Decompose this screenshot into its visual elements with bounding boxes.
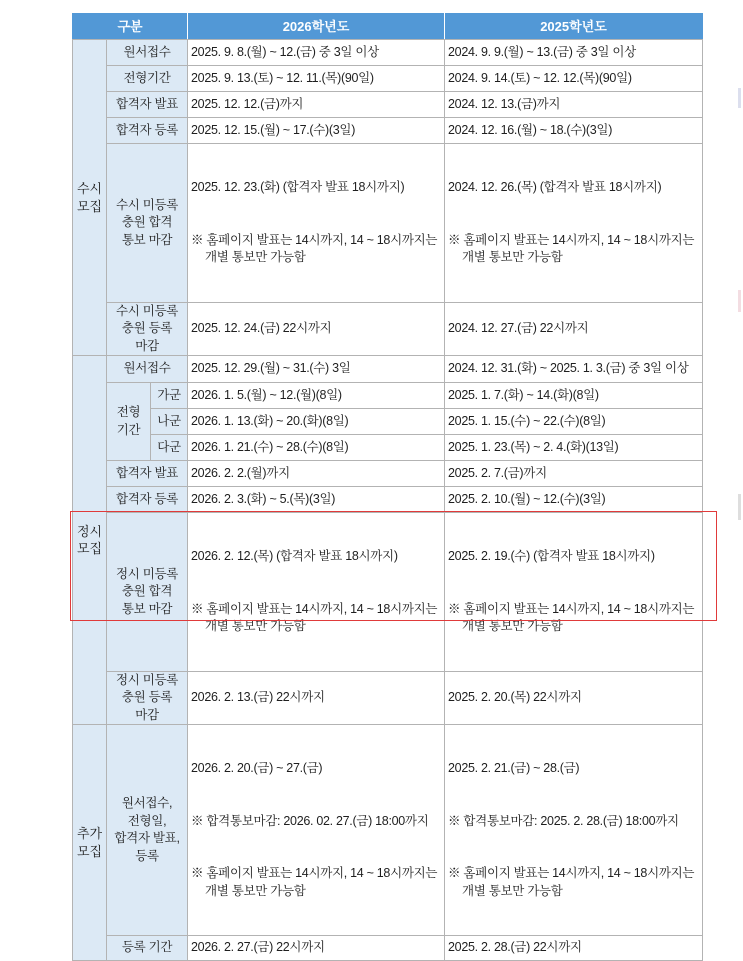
value-note: ※ 합격통보마감: 2025. 2. 28.(금) 18:00까지 — [448, 813, 679, 828]
value-2025: 2025. 2. 7.(금)까지 — [445, 461, 703, 487]
item-label: 수시 미등록 충원 등록 마감 — [107, 302, 188, 356]
value-note: ※ 홈페이지 발표는 14시까지, 14 ~ 18시까지는 개별 통보만 가능함 — [191, 866, 438, 898]
value-2025: 2024. 12. 31.(화) ~ 2025. 1. 3.(금) 중 3일 이상 — [445, 356, 703, 383]
value-main: 2026. 2. 12.(목) (합격자 발표 18시까지) — [191, 549, 398, 563]
value-2026: 2026. 1. 5.(월) ~ 12.(월)(8일) — [188, 383, 445, 409]
page-edge-mark — [738, 290, 741, 312]
item-label: 원서접수, 전형일, 합격자 발표, 등록 — [107, 725, 188, 936]
page-edge-mark — [738, 494, 741, 520]
value-2025: 2025. 1. 23.(목) ~ 2. 4.(화)(13일) — [445, 435, 703, 461]
value-2025: 2025. 2. 20.(목) 22시까지 — [445, 671, 703, 725]
sub-item-label: 나군 — [151, 409, 188, 435]
value-note: ※ 홈페이지 발표는 14시까지, 14 ~ 18시까지는 개별 통보만 가능함 — [191, 601, 438, 633]
value-note: ※ 합격통보마감: 2026. 02. 27.(금) 18:00까지 — [191, 813, 429, 828]
value-2025: 2024. 9. 9.(월) ~ 13.(금) 중 3일 이상 — [445, 40, 703, 66]
value-2026 — [188, 725, 445, 936]
item-label: 전형기간 — [107, 66, 188, 92]
table-row — [73, 409, 703, 435]
value-2026: 2026. 2. 2.(월)까지 — [188, 461, 445, 487]
item-label: 합격자 등록 — [107, 118, 188, 144]
table-row — [73, 144, 703, 303]
value-main: 2026. 2. 20.(금) ~ 27.(금) — [191, 761, 323, 775]
header-year-2025: 2025학년도 — [445, 14, 703, 40]
value-2025: 2024. 12. 27.(금) 22시까지 — [445, 302, 703, 356]
value-2025: 2024. 12. 13.(금)까지 — [445, 92, 703, 118]
value-main: 2025. 12. 23.(화) (합격자 발표 18시까지) — [191, 180, 405, 194]
item-label: 수시 미등록 충원 합격 통보 마감 — [107, 144, 188, 303]
item-label: 등록 기간 — [107, 936, 188, 961]
value-2025: 2025. 1. 15.(수) ~ 22.(수)(8일) — [445, 409, 703, 435]
value-2026 — [188, 144, 445, 303]
item-label: 정시 미등록 충원 등록 마감 — [107, 671, 188, 725]
table-row — [73, 302, 703, 356]
value-note: ※ 홈페이지 발표는 14시까지, 14 ~ 18시까지는 개별 통보만 가능함 — [448, 866, 695, 898]
value-main: 2024. 12. 26.(목) (합격자 발표 18시까지) — [448, 180, 662, 194]
value-2026: 2026. 2. 27.(금) 22시까지 — [188, 936, 445, 961]
value-2025: 2025. 2. 28.(금) 22시까지 — [445, 936, 703, 961]
item-label: 원서접수 — [107, 356, 188, 383]
value-2026: 2025. 12. 12.(금)까지 — [188, 92, 445, 118]
value-2026: 2025. 12. 24.(금) 22시까지 — [188, 302, 445, 356]
value-2026 — [188, 513, 445, 672]
value-2026: 2026. 1. 13.(화) ~ 20.(화)(8일) — [188, 409, 445, 435]
sub-item-label: 가군 — [151, 383, 188, 409]
group-label-susi: 수시 모집 — [73, 40, 107, 356]
value-2025: 2025. 2. 10.(월) ~ 12.(수)(3일) — [445, 487, 703, 513]
table-row — [73, 936, 703, 961]
value-2026: 2026. 1. 21.(수) ~ 28.(수)(8일) — [188, 435, 445, 461]
table-row — [73, 725, 703, 936]
value-2025 — [445, 513, 703, 672]
value-main: 2025. 2. 19.(수) (합격자 발표 18시까지) — [448, 549, 655, 563]
table-row — [73, 383, 703, 409]
table-row — [73, 461, 703, 487]
item-label: 합격자 발표 — [107, 92, 188, 118]
sub-item-label: 다군 — [151, 435, 188, 461]
item-label: 합격자 발표 — [107, 461, 188, 487]
table-row — [73, 118, 703, 144]
value-note: ※ 홈페이지 발표는 14시까지, 14 ~ 18시까지는 개별 통보만 가능함 — [448, 232, 695, 264]
table-row — [73, 40, 703, 66]
table-row — [73, 671, 703, 725]
value-note: ※ 홈페이지 발표는 14시까지, 14 ~ 18시까지는 개별 통보만 가능함 — [191, 232, 438, 264]
table-row — [73, 487, 703, 513]
value-2026: 2026. 2. 13.(금) 22시까지 — [188, 671, 445, 725]
value-2026: 2025. 12. 29.(월) ~ 31.(수) 3일 — [188, 356, 445, 383]
value-main: 2025. 2. 21.(금) ~ 28.(금) — [448, 761, 580, 775]
admission-schedule-table — [72, 13, 703, 961]
value-2025: 2024. 12. 16.(월) ~ 18.(수)(3일) — [445, 118, 703, 144]
table-row — [73, 435, 703, 461]
page-edge-mark — [738, 88, 741, 108]
value-note: ※ 홈페이지 발표는 14시까지, 14 ~ 18시까지는 개별 통보만 가능함 — [448, 601, 695, 633]
header-year-2026: 2026학년도 — [188, 14, 445, 40]
item-label: 합격자 등록 — [107, 487, 188, 513]
group-label-chuga: 추가 모집 — [73, 725, 107, 961]
value-2026: 2026. 2. 3.(화) ~ 5.(목)(3일) — [188, 487, 445, 513]
item-label: 정시 미등록 충원 합격 통보 마감 — [107, 513, 188, 672]
table-row — [73, 356, 703, 383]
value-2026: 2025. 12. 15.(월) ~ 17.(수)(3일) — [188, 118, 445, 144]
group-label-jeongsi: 정시 모집 — [73, 356, 107, 725]
value-2025: 2024. 9. 14.(토) ~ 12. 12.(목)(90일) — [445, 66, 703, 92]
value-2025: 2025. 1. 7.(화) ~ 14.(화)(8일) — [445, 383, 703, 409]
value-2026: 2025. 9. 8.(월) ~ 12.(금) 중 3일 이상 — [188, 40, 445, 66]
table-row — [73, 513, 703, 672]
value-2025 — [445, 144, 703, 303]
table-row — [73, 66, 703, 92]
header-category: 구분 — [73, 14, 188, 40]
table-row — [73, 92, 703, 118]
value-2025 — [445, 725, 703, 936]
header-row — [73, 14, 703, 40]
value-2026: 2025. 9. 13.(토) ~ 12. 11.(목)(90일) — [188, 66, 445, 92]
item-label: 원서접수 — [107, 40, 188, 66]
item-label: 전형 기간 — [107, 383, 151, 461]
